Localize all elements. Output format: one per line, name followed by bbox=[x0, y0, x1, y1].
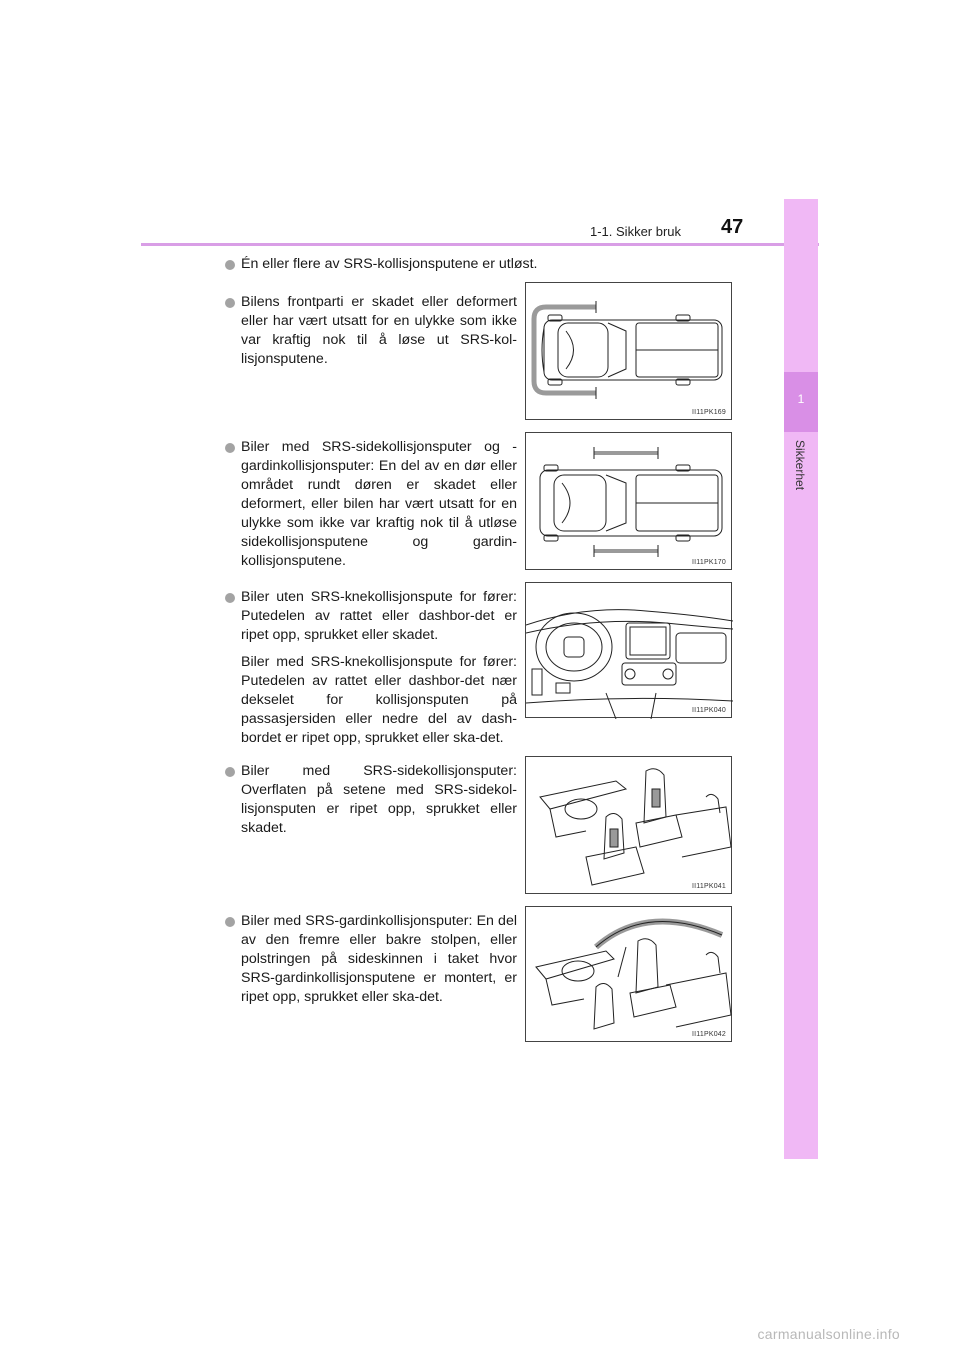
figure-curtain-airbag bbox=[525, 906, 732, 1042]
chapter-label-box bbox=[778, 440, 824, 510]
curtain-airbag-icon bbox=[526, 907, 733, 1043]
seat-airbag-icon bbox=[526, 757, 733, 895]
list-item bbox=[225, 438, 517, 571]
bullet-icon bbox=[225, 260, 235, 270]
bullet-icon bbox=[225, 443, 235, 453]
list-item-text: Biler med SRS-knekollisjonspute for fører: Putedelen av rattet eller dashbor-det nær dekselet for kollisjonsputen på passasjersiden eller nedre del av dash-bordet er ripet opp, sprukket eller ska-det. bbox=[241, 654, 517, 746]
bullet-icon bbox=[225, 593, 235, 603]
header-divider bbox=[141, 243, 819, 246]
list-item bbox=[225, 293, 517, 369]
section-title: 1-1. Sikker bruk bbox=[590, 224, 682, 239]
dashboard-icon bbox=[526, 583, 733, 719]
figure-code: II11PK040 bbox=[692, 707, 726, 714]
bullet-icon bbox=[225, 917, 235, 927]
truck-top-view-icon bbox=[526, 283, 733, 421]
chapter-label: Sikkerhet bbox=[793, 440, 807, 491]
list-item bbox=[225, 912, 517, 1007]
figure-truck-side bbox=[525, 432, 732, 570]
chapter-number: 1 bbox=[797, 392, 805, 406]
list-item bbox=[225, 588, 517, 748]
figure-truck-front bbox=[525, 282, 732, 420]
list-item-text: Biler med SRS-gardinkollisjonsputer: En del av den fremre eller bakre stolpen, eller polstringen på sideskinnen i taket hvor SRS-gardinkollisjonsputene er montert, er ripet opp, sprukket eller ska-det. bbox=[241, 913, 517, 1005]
list-item-text: Bilens frontparti er skadet eller deformert eller har vært utsatt for en ulykke som ikke var kraftig nok til å løse ut SRS-kol-lisjonsputene. bbox=[241, 294, 517, 367]
figure-code: II11PK170 bbox=[692, 559, 726, 566]
list-item bbox=[225, 255, 601, 274]
list-item-text: Biler med SRS-sidekollisjonsputer og -gardinkollisjonsputer: En del av en dør eller området rundt døren er skadet eller deformert, eller bilen har vært utsatt for en ulykke som ikke var kraftig nok til å utløse sidekollisjonsputene og gardin-kollisjonsputene. bbox=[241, 439, 517, 569]
figure-seats bbox=[525, 756, 732, 894]
list-item-text: Biler med SRS-sidekollisjonsputer: Overflaten på setene med SRS-sidekol-lisjonsputen er ripet opp, sprukket eller skadet. bbox=[241, 763, 517, 836]
bullet-icon bbox=[225, 298, 235, 308]
footer-watermark[interactable]: carmanualsonline.info bbox=[757, 1326, 900, 1342]
figure-code: II11PK169 bbox=[692, 409, 726, 416]
figure-code: II11PK041 bbox=[692, 883, 726, 890]
figure-code: II11PK042 bbox=[692, 1031, 726, 1038]
page-number: 47 bbox=[721, 216, 744, 238]
figure-dashboard bbox=[525, 582, 732, 718]
list-item-text: Én eller flere av SRS-kollisjonsputene er utløst. bbox=[241, 256, 538, 272]
truck-top-view-icon bbox=[526, 433, 733, 571]
bullet-icon bbox=[225, 767, 235, 777]
chapter-side-tab bbox=[784, 199, 818, 1159]
list-item bbox=[225, 762, 517, 838]
list-item-text: Biler uten SRS-knekollisjonspute for fører: Putedelen av rattet eller dashbor-det er ripet opp, sprukket eller skadet. bbox=[241, 589, 517, 643]
